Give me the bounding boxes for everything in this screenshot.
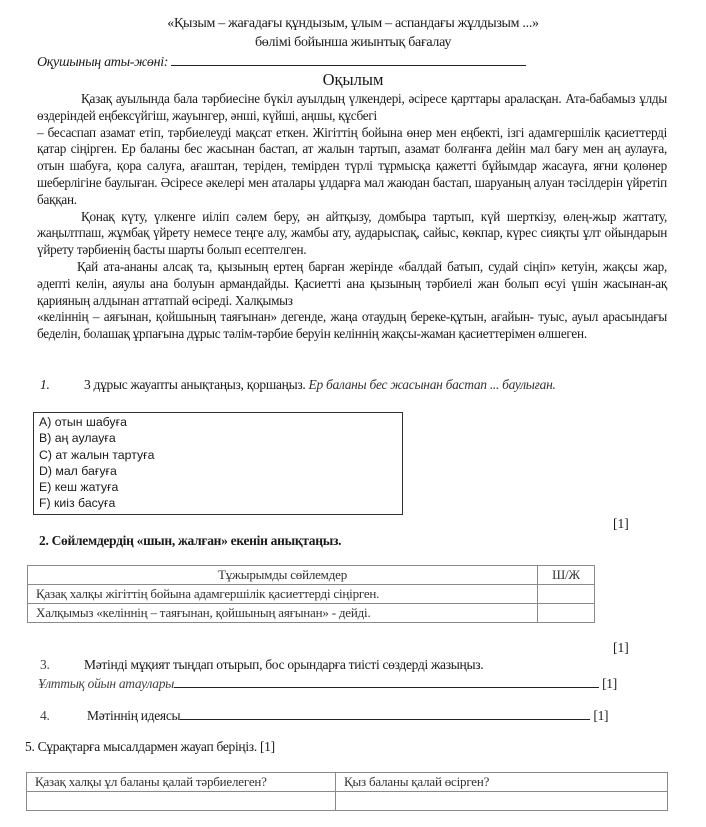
paragraph-2: Қонақ күту, үлкенге иіліп сәлем беру, ән айтқызу, домбыра тартып, күй шерткізу, өлең-жыр жаттату, жаңылтпаш, жұмбақ үйрету немесе теңге алу, жамбы ату, аударыспақ, сайыс, көкпар, күрес сияқты ұлт ойындарын үйрету тәрбиенің басты шарты болып есептелген. xyxy=(37,208,667,258)
table-row xyxy=(27,792,668,811)
question-3-number: 3. xyxy=(40,657,50,672)
reading-heading: Оқылым xyxy=(322,70,384,89)
question-1-prompt: Ер баланы бес жасынан бастап ... баулыған. xyxy=(308,377,556,392)
question-2-text: 2. Сөйлемдердің «шын, жалған» екенін анықтаңыз. xyxy=(39,533,342,548)
column-header-statements: Тұжырымды сөйлемдер xyxy=(28,566,538,585)
question-4-text: Мәтіннің идеясы xyxy=(87,708,181,723)
question-4-mark: [1] xyxy=(593,708,609,723)
answers-table xyxy=(26,772,668,811)
answer-cell-1[interactable] xyxy=(538,585,595,604)
question-3 xyxy=(40,657,483,673)
question-2-mark: [1] xyxy=(613,640,629,655)
answer-options-box xyxy=(33,412,403,515)
question-3-answer xyxy=(38,675,617,692)
question-1-text: 3 дұрыс жауапты анықтаңыз, қоршаңыз. xyxy=(84,377,306,392)
paragraph-3b: «келіннің – аяғынан, қойшының таяғынан» дегенде, жаңа отаудың береке-құтын, ағайын- туыс, ауыл арасындағы беделін, болашақ ұрпағына дұрыс тәлім-тәрбие беруін келіннің жақсы-жаман қасиеттерімен өлшеген. xyxy=(37,309,667,342)
student-name-blank[interactable] xyxy=(171,53,526,66)
question-3-blank[interactable] xyxy=(174,675,599,688)
column-header-girls: Қыз баланы қалай өсірген? xyxy=(336,773,668,792)
statement-2: Халқымыз «келіннің – таяғынан, қойшының аяғынан» - дейді. xyxy=(28,604,538,623)
answer-cell-girls[interactable] xyxy=(336,792,668,811)
document-subtitle: бөлімі бойынша жиынтық бағалау xyxy=(254,35,452,50)
question-5-text: 5. Сұрақтарға мысалдармен жауап беріңіз. [1] xyxy=(25,739,275,754)
option-b[interactable]: B) аң аулауға xyxy=(39,431,116,446)
paragraph-1b: – бесаспап азамат етіп, тәрбиелеуді мақсат еткен. Жігіттің бойына өнер мен еңбекті, ізгі адамгершілік қасиеттерді қатар сіңірген. Ер баланы бес жасынан бастап, ат жалын тартып, азамат болғанға дейін мал бағу мен аң аулауға, отын шабуға, қора салуға, ағаштан, теріден, темірден түрлі тұрмысқа қажетті бұйымдар жасауға, яғни қолөнер шеберлігіне баулыған. Әсіресе әкелері мен аталары ұлдарға мал жаюдан бастап, шаруаның алуан тәсілдерін үйретіп баққан. xyxy=(37,124,667,207)
column-header-boys: Қазақ халқы ұл баланы қалай тәрбиелеген? xyxy=(27,773,336,792)
table-row xyxy=(28,604,595,623)
question-4-number: 4. xyxy=(40,708,50,723)
statement-1: Қазақ халқы жігіттің бойына адамгершілік қасиеттерді сіңірген. xyxy=(28,585,538,604)
true-false-table xyxy=(27,565,595,623)
answer-cell-2[interactable] xyxy=(538,604,595,623)
option-d[interactable]: D) мал бағуға xyxy=(39,463,117,478)
question-3-prompt: Ұлттық ойын атаулары xyxy=(38,676,175,691)
option-c[interactable]: C) ат жалын тартуға xyxy=(39,447,155,462)
document-title: «Қызым – жағадағы құндызым, ұлым – аспандағы жұлдызым ...» xyxy=(167,16,539,31)
reading-text xyxy=(37,91,667,343)
option-e[interactable]: E) кеш жатуға xyxy=(39,480,119,495)
paragraph-3a: Қай ата-ананы алсақ та, қызының ертең барған жерінде «балдай батып, судай сіңіп» кетуін, жақсы жар, әдепті келін, аяулы ана болуын армандайды. Қасиетті ана қызының тәрбиелі жан болып өсуі үшін жасынан-ақ қарияның алдынан аттатпай өсіреді. Халқымыз xyxy=(37,258,667,308)
question-3-text: Мәтінді мұқият тыңдап отырып, бос орындарға тиісті сөздерді жазыңыз. xyxy=(84,657,484,672)
question-1-number: 1. xyxy=(40,377,50,392)
paragraph-1a: Қазақ ауылында бала тәрбиесіне бүкіл ауылдың үлкендері, әсіресе қарттары араласқан. Ата-бабамыз ұлды өздеріндей еңбексүйгіш, жауынгер, әнші, күйші, аңшы, құсбегі xyxy=(37,91,667,123)
table-row xyxy=(28,585,595,604)
option-a[interactable]: A) отын шабуға xyxy=(39,415,127,429)
column-header-tf: Ш/Ж xyxy=(538,566,595,585)
question-4 xyxy=(40,707,608,724)
question-3-mark: [1] xyxy=(602,676,617,691)
student-name-field[interactable] xyxy=(37,53,526,71)
option-f[interactable]: F) киіз басуға xyxy=(39,496,116,511)
student-name-label: Оқушының аты-жөні: xyxy=(37,55,169,70)
question-1 xyxy=(40,377,556,393)
answer-cell-boys[interactable] xyxy=(27,792,336,811)
question-4-blank[interactable] xyxy=(180,707,590,720)
question-1-mark: [1] xyxy=(613,516,629,531)
